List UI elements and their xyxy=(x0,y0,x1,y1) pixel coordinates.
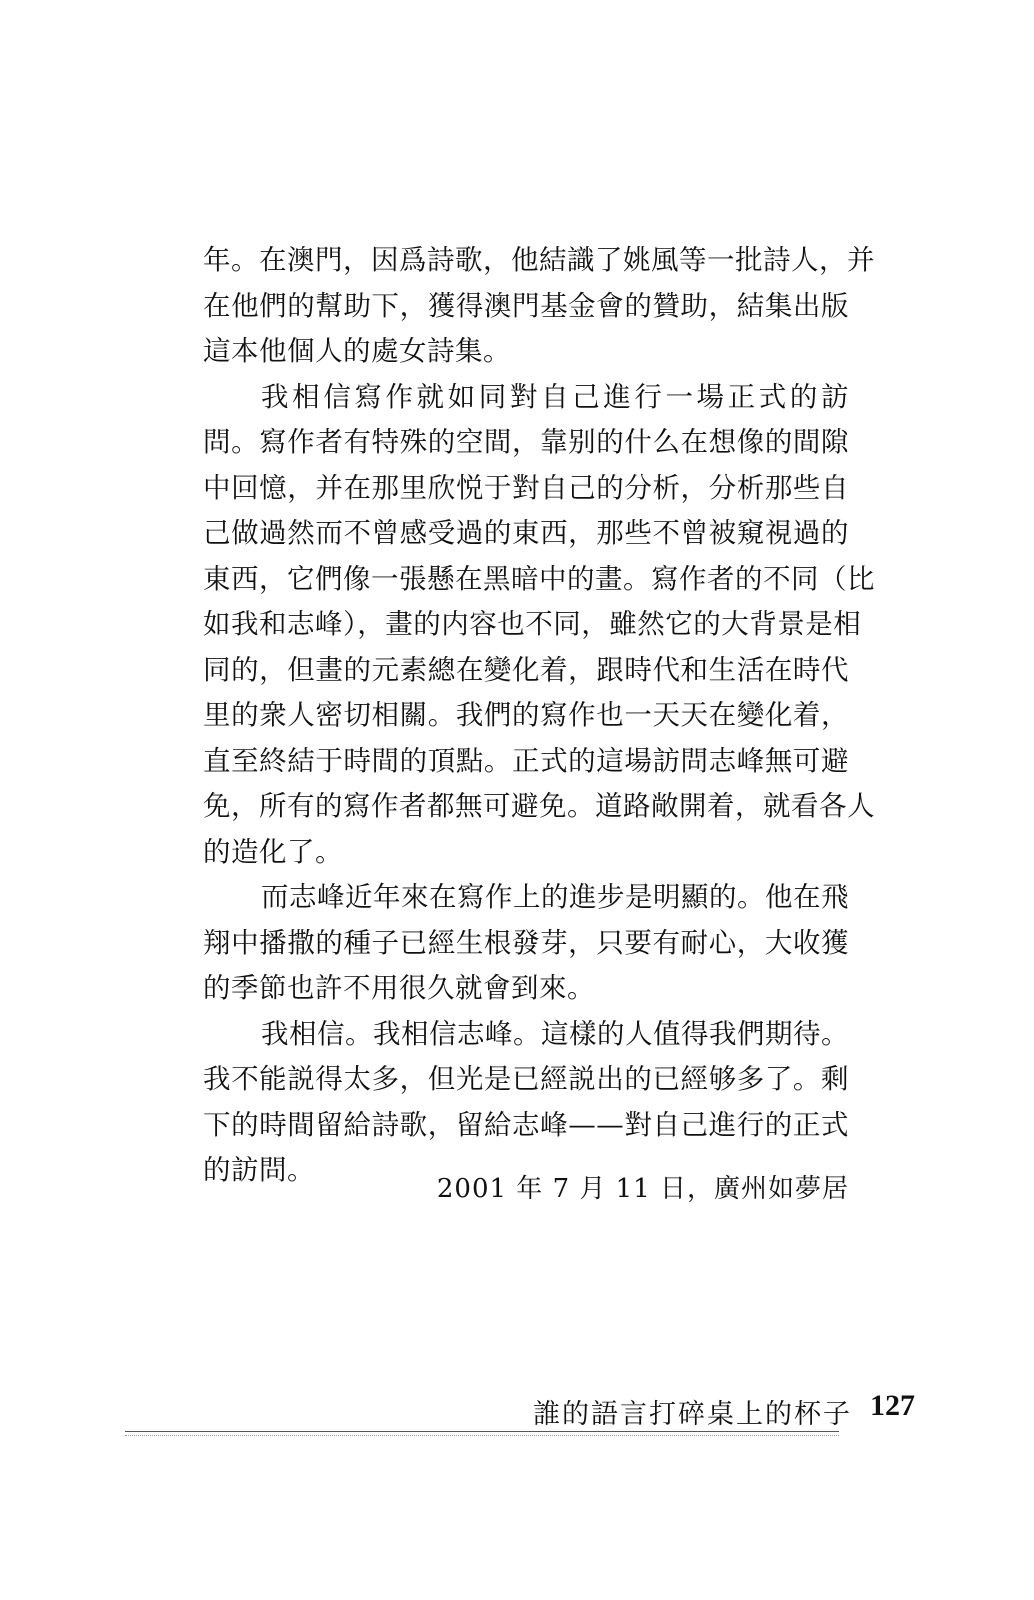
text-line: 己做過然而不曾感受過的東西，那些不曾被窺視過的 xyxy=(203,517,849,549)
text-line: 我相信。我相信志峰。這樣的人值得我們期待。 xyxy=(261,1017,849,1050)
text-line: 我不能説得太多，但光是已經説出的已經够多了。剩 xyxy=(203,1063,849,1095)
text-line: 我相信寫作就如同對自己進行一場正式的訪 xyxy=(261,380,849,413)
text-line: 中回憶，并在那里欣悦于對自己的分析，分析那些自 xyxy=(203,471,849,504)
text-line: 年。在澳門，因爲詩歌，他結識了姚風等一批詩人，并 xyxy=(203,244,875,276)
text-line: 里的衆人密切相關。我們的寫作也一天天在變化着， xyxy=(203,699,849,731)
running-footer-title: 誰的語言打碎桌上的杯子 xyxy=(533,1399,852,1430)
text-line: 的訪問。 xyxy=(203,1154,315,1186)
text-line: 在他們的幫助下，獲得澳門基金會的贊助，結集出版 xyxy=(203,289,849,322)
text-line: 下的時間留給詩歌，留給志峰——對自己進行的正式 xyxy=(203,1108,849,1141)
text-line: 如我和志峰），畫的内容也不同，雖然它的大背景是相 xyxy=(203,608,862,640)
text-line: 問。寫作者有特殊的空間，靠别的什么在想像的間隙 xyxy=(203,426,849,458)
text-line: 這本他個人的處女詩集。 xyxy=(203,335,511,367)
footer-rule xyxy=(125,1431,839,1432)
text-line: 免，所有的寫作者都無可避免。道路敞開着，就看各人 xyxy=(203,790,875,822)
text-line: 的造化了。 xyxy=(203,835,343,868)
body-text xyxy=(203,238,875,1194)
text-line: 東西，它們像一張懸在黑暗中的畫。寫作者的不同（比 xyxy=(203,562,875,595)
text-line: 而志峰近年來在寫作上的進步是明顯的。他在飛 xyxy=(261,881,849,913)
text-line: 翔中播撒的種子已經生根發芽，只要有耐心，大收獲 xyxy=(203,926,849,959)
footer-rule-dotted xyxy=(125,1435,839,1436)
text-line: 同的，但畫的元素總在變化着，跟時代和生活在時代 xyxy=(203,653,849,686)
text-line: 的季節也許不用很久就會到來。 xyxy=(203,972,595,1004)
text-line: 直至終結于時間的頂點。正式的這場訪問志峰無可避 xyxy=(203,744,849,777)
page-number: 127 xyxy=(870,1389,915,1422)
date-signature: 2001 年 7 月 11 日，廣州如夢居 xyxy=(436,1174,849,1204)
